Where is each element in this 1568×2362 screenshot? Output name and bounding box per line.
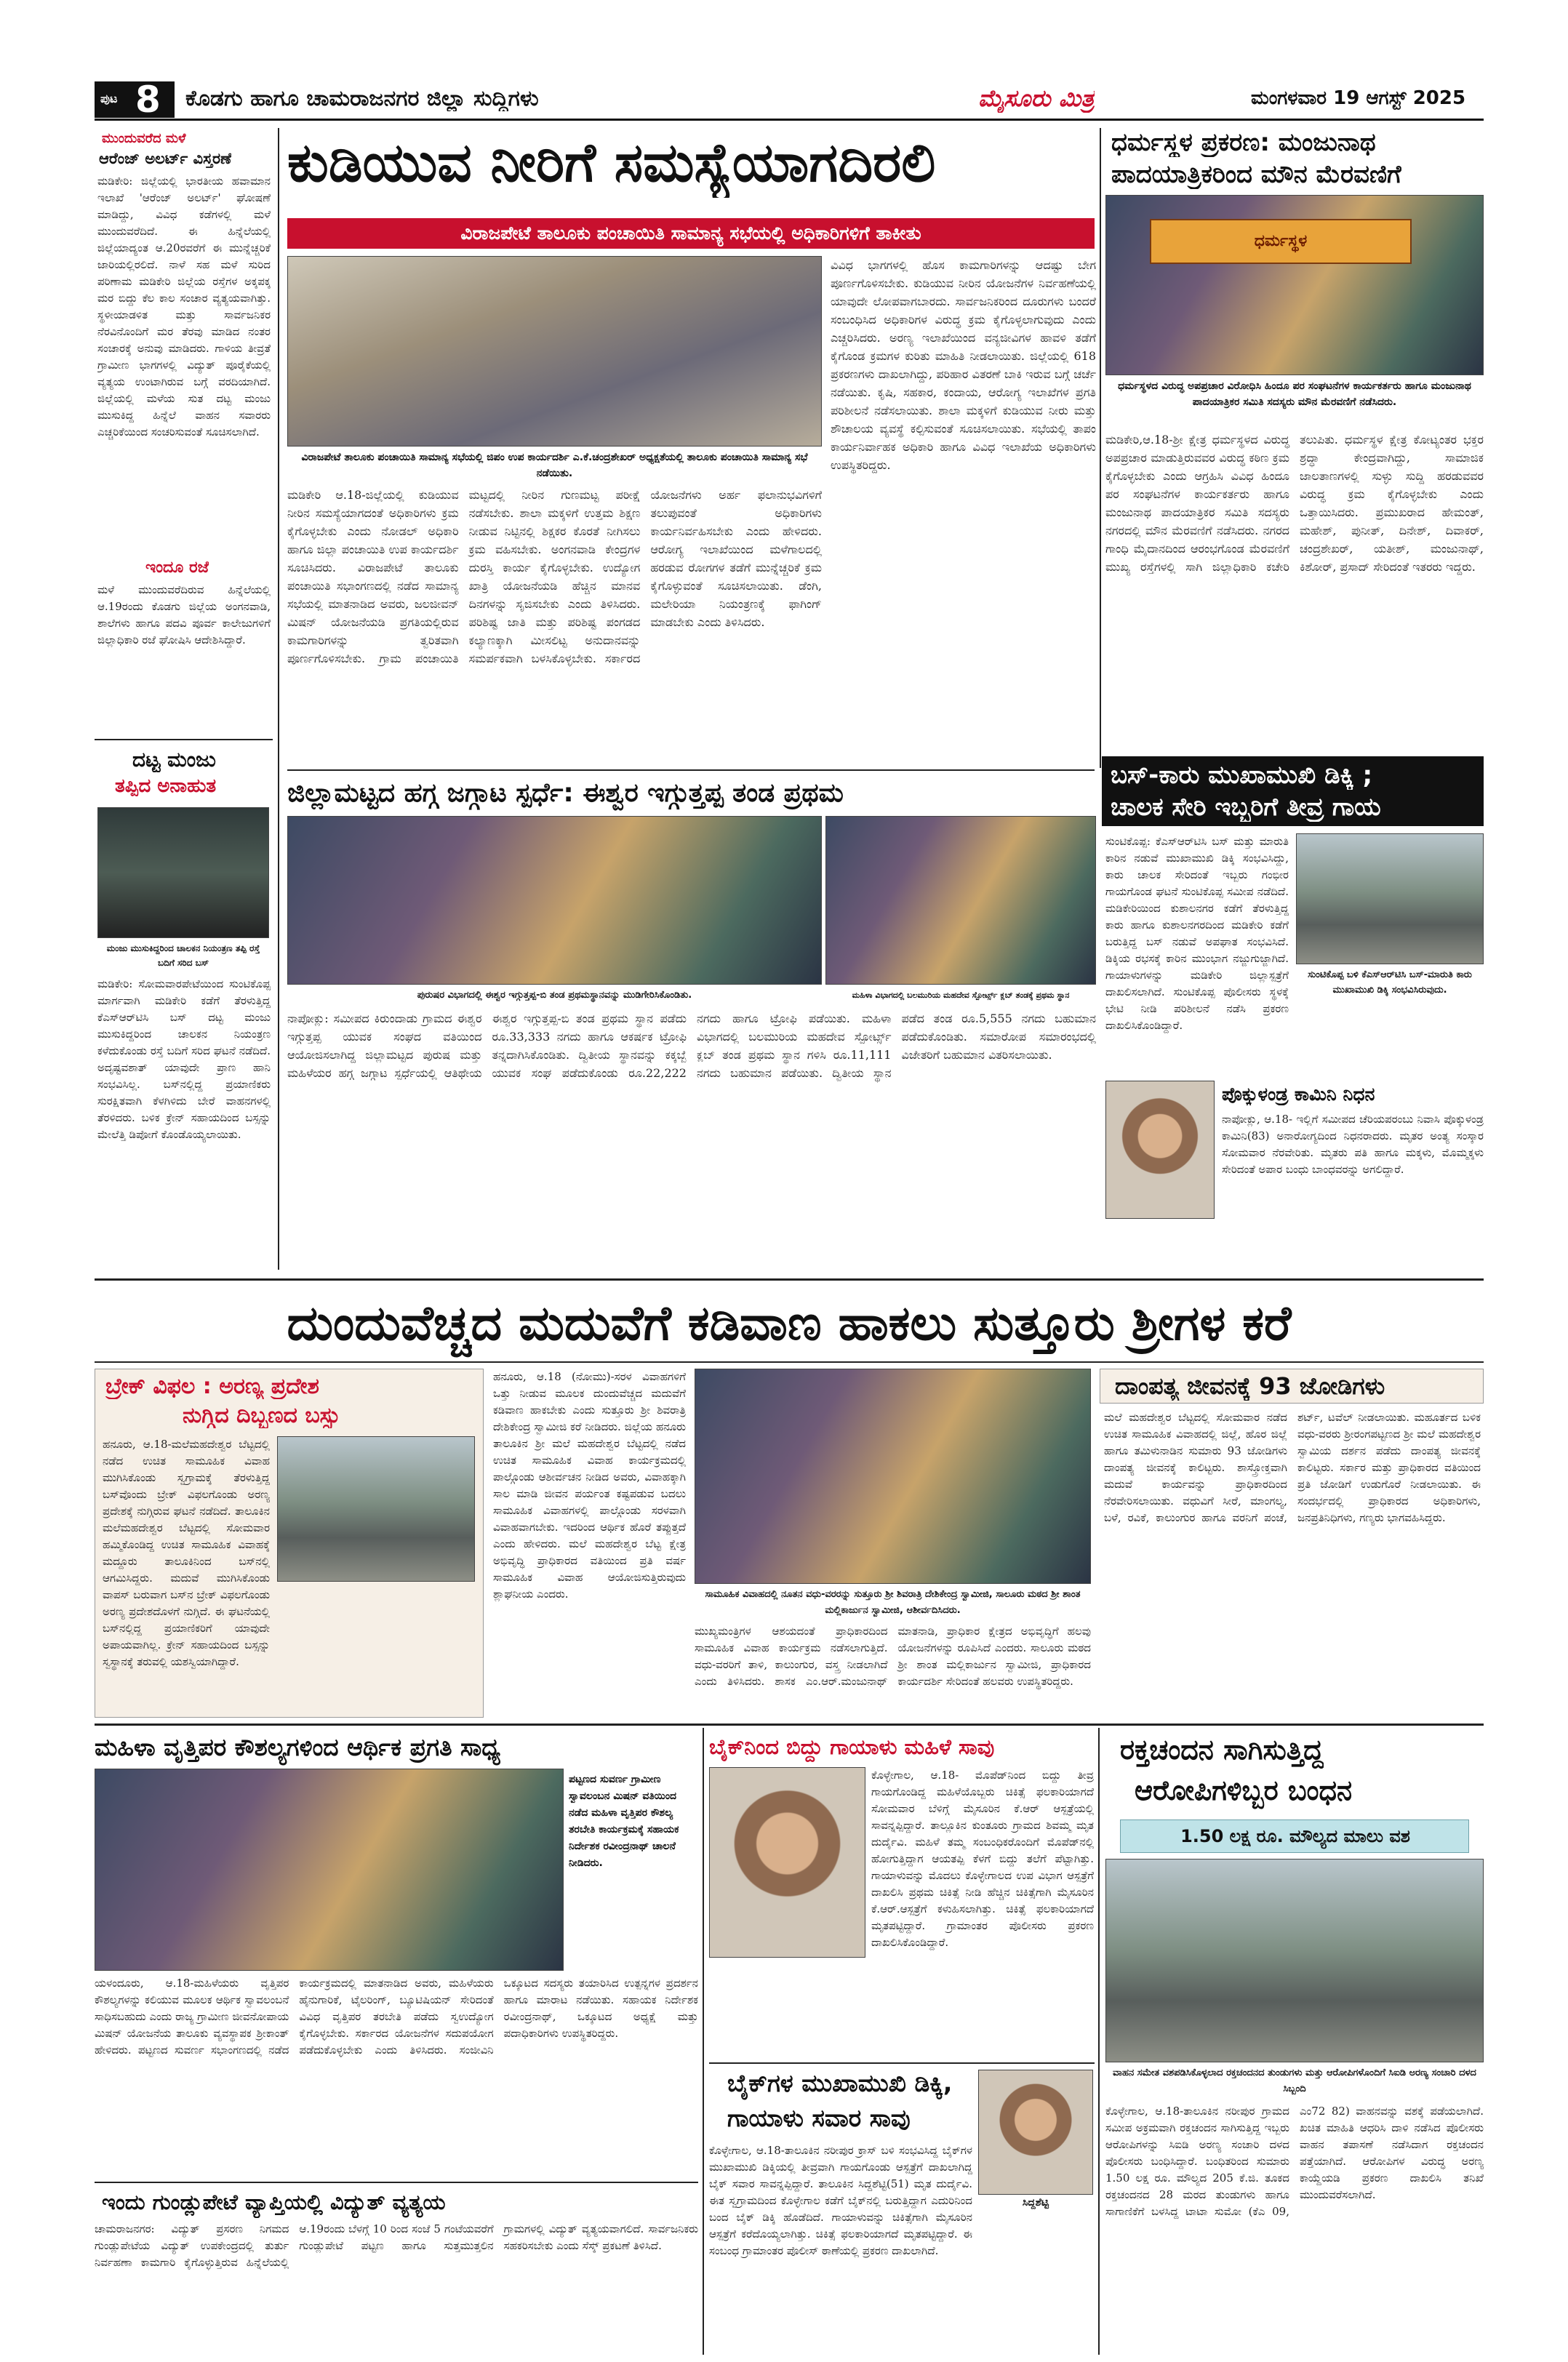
power-cut-headline: ಇಂದು ಗುಂಡ್ಲುಪೇಟೆ ವ್ಯಾಪ್ತಿಯಲ್ಲಿ ವಿದ್ಯುತ್ ವ್ಯತ್ಯಯ — [102, 2190, 446, 2214]
couples-body: ಮಲೆ ಮಹದೇಶ್ವರ ಬೆಟ್ಟದಲ್ಲಿ ಸೋಮವಾರ ನಡೆದ ಉಚಿತ ಸಾಮೂಹಿಕ ವಿವಾಹದಲ್ಲಿ ಜಿಲ್ಲೆ, ಹೊರ ಜಿಲ್ಲೆ ಹಾಗೂ ತಮಿಳುನಾಡಿನ ಸುಮಾರು 93 ಜೋಡಿಗಳು ದಾಂಪತ್ಯ ಜೀವನಕ್ಕೆ ಕಾಲಿಟ್ಟರು. ಶಾಸ್ತ್ರೋಕ್ತವಾಗಿ ಮದುವೆ ಕಾರ್ಯವನ್ನು ಪ್ರಾಧಿಕಾರದಿಂದ ನೆರವೇರಿಸಲಾಯಿತು. ವಧುವಿಗೆ ಸೀರೆ, ಮಾಂಗಲ್ಯ, ಬಳೆ, ರವಿಕೆ, ಕಾಲುಂಗುರ ಹಾಗೂ ವರನಿಗೆ ಪಂಚೆ, ಶರ್ಟ್, ಟವೆಲ್ ನೀಡಲಾಯಿತು. ಮಹೂರ್ತದ ಬಳಿಕ ವಧು-ವರರು ಶ್ರೀರಂಗಪಟ್ಟಣದ ಶ್ರೀ ಮಲೆ ಮಹದೇಶ್ವರ ಸ್ವಾಮಿಯ ದರ್ಶನ ಪಡೆದು ದಾಂಪತ್ಯ ಜೀವನಕ್ಕೆ ಕಾಲಿಟ್ಟರು. ಸರ್ಕಾರ ಮತ್ತು ಪ್ರಾಧಿಕಾರದ ವತಿಯಿಂದ ಪ್ರತಿ ಜೋಡಿಗೆ ಉಡುಗೊರೆ ನೀಡಲಾಯಿತು. ಈ ಸಂದರ್ಭದಲ್ಲಿ ಪ್ರಾಧಿಕಾರದ ಅಧಿಕಾರಿಗಳು, ಜನಪ್ರತಿನಿಧಿಗಳು, ಗಣ್ಯರು ಭಾಗವಹಿಸಿದ್ದರು. — [1104, 1411, 1481, 1524]
bike-collision-headline-2: ಗಾಯಾಳು ಸವಾರ ಸಾವು — [727, 2104, 911, 2132]
left-column-rule — [278, 128, 279, 1270]
issue-date: ಮಂಗಳವಾರ 19 ಆಗಸ್ಟ್ 2025 — [1251, 87, 1466, 109]
red-sandal-photo — [1105, 1859, 1484, 2062]
lead-body-bottom: ಮಡಿಕೇರಿ ಆ.18-ಜಿಲ್ಲೆಯಲ್ಲಿ ಕುಡಿಯುವ ನೀರಿನ ಸಮಸ್ಯೆಯಾಗದಂತೆ ಅಧಿಕಾರಿಗಳು ಕ್ರಮ ಕೈಗೊಳ್ಳಬೇಕು ಎಂದು ನೋಡಲ್ ಅಧಿಕಾರಿ ಹಾಗೂ ಜಿಲ್ಲಾ ಪಂಚಾಯಿತಿ ಉಪ ಕಾರ್ಯದರ್ಶಿ ಸೂಚಿಸಿದರು. ವಿರಾಜಪೇಟೆ ತಾಲೂಕು ಪಂಚಾಯಿತಿ ಸಭಾಂಗಣದಲ್ಲಿ ನಡೆದ ಸಾಮಾನ್ಯ ಸಭೆಯಲ್ಲಿ ಮಾತನಾಡಿದ ಅವರು, ಜಲಜೀವನ್ ಮಿಷನ್ ಯೋಜನೆಯಡಿ ಪ್ರಗತಿಯಲ್ಲಿರುವ ಕಾಮಗಾರಿಗಳನ್ನು ತ್ವರಿತವಾಗಿ ಪೂರ್ಣಗೊಳಿಸಬೇಕು. ಗ್ರಾಮ ಪಂಚಾಯಿತಿ ಮಟ್ಟದಲ್ಲಿ ನೀರಿನ ಗುಣಮಟ್ಟ ಪರೀಕ್ಷೆ ನಡೆಸಬೇಕು. ಶಾಲಾ ಮಕ್ಕಳಿಗೆ ಉತ್ತಮ ಶಿಕ್ಷಣ ನೀಡುವ ನಿಟ್ಟಿನಲ್ಲಿ ಶಿಕ್ಷಕರ ಕೊರತೆ ನೀಗಿಸಲು ಕ್ರಮ ವಹಿಸಬೇಕು. ಅಂಗನವಾಡಿ ಕೇಂದ್ರಗಳ ದುರಸ್ತಿ ಕಾರ್ಯ ಕೈಗೊಳ್ಳಬೇಕು. ಉದ್ಯೋಗ ಖಾತ್ರಿ ಯೋಜನೆಯಡಿ ಹೆಚ್ಚಿನ ಮಾನವ ದಿನಗಳನ್ನು ಸೃಜಿಸಬೇಕು ಎಂದು ತಿಳಿಸಿದರು. ಪರಿಶಿಷ್ಟ ಜಾತಿ ಮತ್ತು ಪರಿಶಿಷ್ಟ ಪಂಗಡದ ಕಲ್ಯಾಣಕ್ಕಾಗಿ ಮೀಸಲಿಟ್ಟ ಅನುದಾನವನ್ನು ಸಮರ್ಪಕವಾಗಿ ಬಳಸಿಕೊಳ್ಳಬೇಕು. ಸರ್ಕಾರದ ಯೋಜನೆಗಳು ಅರ್ಹ ಫಲಾನುಭವಿಗಳಿಗೆ ತಲುಪುವಂತೆ ಅಧಿಕಾರಿಗಳು ಕಾರ್ಯನಿರ್ವಹಿಸಬೇಕು ಎಂದು ಹೇಳಿದರು. ಆರೋಗ್ಯ ಇಲಾಖೆಯಿಂದ ಮಳೆಗಾಲದಲ್ಲಿ ಹರಡುವ ರೋಗಗಳ ತಡೆಗೆ ಮುನ್ನೆಚ್ಚರಿಕೆ ಕ್ರಮ ಕೈಗೊಳ್ಳುವಂತೆ ಸೂಚಿಸಲಾಯಿತು. ಡೆಂಗಿ, ಮಲೇರಿಯಾ ನಿಯಂತ್ರಣಕ್ಕೆ ಫಾಗಿಂಗ್ ಮಾಡಬೇಕು ಎಂದು ತಿಳಿಸಿದರು. — [287, 488, 822, 665]
couples-headline: ದಾಂಪತ್ಯ ಜೀವನಕ್ಕೆ 93 ಜೋಡಿಗಳು — [1115, 1372, 1385, 1400]
bike-fall-body-cont — [709, 1962, 1095, 2058]
wedding-body-right: ಮುಖ್ಯಮಂತ್ರಿಗಳ ಆಶಯದಂತೆ ಪ್ರಾಧಿಕಾರದಿಂದ ಸಾಮೂಹಿಕ ವಿವಾಹ ಕಾರ್ಯಕ್ರಮ ನಡೆಸಲಾಗುತ್ತಿದೆ. ವಧು-ವರರಿಗೆ ತಾಳಿ, ಕಾಲುಂಗುರ, ವಸ್ತ್ರ ನೀಡಲಾಗಿದೆ ಎಂದು ತಿಳಿಸಿದರು. ಶಾಸಕ ಎಂ.ಆರ್.ಮಂಜುನಾಥ್ ಮಾತನಾಡಿ, ಪ್ರಾಧಿಕಾರ ಕ್ಷೇತ್ರದ ಅಭಿವೃದ್ಧಿಗೆ ಹಲವು ಯೋಜನೆಗಳನ್ನು ರೂಪಿಸಿದೆ ಎಂದರು. ಸಾಲೂರು ಮಠದ ಶ್ರೀ ಶಾಂತ ಮಲ್ಲಿಕಾರ್ಜುನ ಸ್ವಾಮೀಜಿ, ಪ್ರಾಧಿಕಾರದ ಕಾರ್ಯದರ್ಶಿ ಸೇರಿದಂತೆ ಹಲವರು ಉಪಸ್ಥಿತರಿದ್ದರು. — [695, 1625, 1091, 1688]
lead-body-right: ವಿವಿಧ ಭಾಗಗಳಲ್ಲಿ ಹೊಸ ಕಾಮಗಾರಿಗಳನ್ನು ಆದಷ್ಟು ಬೇಗ ಪೂರ್ಣಗೊಳಿಸಬೇಕು. ಕುಡಿಯುವ ನೀರಿನ ಯೋಜನೆಗಳ ನಿರ್ವಹಣೆಯಲ್ಲಿ ಯಾವುದೇ ಲೋಪವಾಗಬಾರದು. ಸಾರ್ವಜನಿಕರಿಂದ ದೂರುಗಳು ಬಂದರೆ ಸಂಬಂಧಿಸಿದ ಅಧಿಕಾರಿಗಳ ವಿರುದ್ಧ ಕ್ರಮ ಕೈಗೊಳ್ಳಲಾಗುವುದು ಎಂದು ಎಚ್ಚರಿಸಿದರು. ಅರಣ್ಯ ಇಲಾಖೆಯಿಂದ ವನ್ಯಜೀವಿಗಳ ಹಾವಳಿ ತಡೆಗೆ ಕೈಗೊಂಡ ಕ್ರಮಗಳ ಕುರಿತು ಮಾಹಿತಿ ನೀಡಲಾಯಿತು. ಜಿಲ್ಲೆಯಲ್ಲಿ 618 ಪ್ರಕರಣಗಳು ದಾಖಲಾಗಿದ್ದು, ಪರಿಹಾರ ವಿತರಣೆ ಬಾಕಿ ಇರುವ ಬಗ್ಗೆ ಚರ್ಚೆ ನಡೆಯಿತು. ಕೃಷಿ, ಸಹಕಾರ, ಕಂದಾಯ, ಆರೋಗ್ಯ ಇಲಾಖೆಗಳ ಪ್ರಗತಿ ಪರಿಶೀಲನೆ ನಡೆಸಲಾಯಿತು. ಶಾಲಾ ಮಕ್ಕಳಿಗೆ ಕುಡಿಯುವ ನೀರು ಮತ್ತು ಶೌಚಾಲಯ ವ್ಯವಸ್ಥೆ ಕಲ್ಪಿಸುವಂತೆ ಸೂಚಿಸಲಾಯಿತು. ಸಭೆಯಲ್ಲಿ ತಾಪಂ ಕಾರ್ಯನಿರ್ವಾಹಕ ಅಧಿಕಾರಿ ಹಾಗೂ ವಿವಿಧ ಇಲಾಖೆಯ ಅಧಿಕಾರಿಗಳು ಉಪಸ್ಥಿತರಿದ್ದರು. — [831, 258, 1096, 472]
tug-caption-right: ಮಹಿಳಾ ವಿಭಾಗದಲ್ಲಿ ಬಲಮುರಿಯ ಮಹದೇವ ಸ್ಪೋರ್ಟ್ಸ್ ಕ್ಲಬ್ ತಂಡಕ್ಕೆ ಪ್ರಥಮ ಸ್ಥಾನ — [825, 988, 1096, 1005]
bus-breakdown-headline-2: ನುಗ್ಗಿದ ದಿಬ್ಬಣದ ಬಸ್ಸು — [183, 1403, 341, 1428]
page-label: ಪುಟ — [100, 92, 118, 105]
section-title: ಕೊಡಗು ಹಾಗೂ ಚಾಮರಾಜನಗರ ಜಿಲ್ಲಾ ಸುದ್ದಿಗಳು — [185, 86, 539, 111]
lead-subhead: ವಿರಾಜಪೇಟೆ ತಾಲೂಕು ಪಂಚಾಯಿತಿ ಸಾಮಾನ್ಯ ಸಭೆಯಲ್ಲಿ ಅಧಿಕಾರಿಗಳಿಗೆ ತಾಕೀತು — [287, 218, 1095, 249]
page-number: 8 — [135, 79, 161, 121]
red-sandal-body: ಕೊಳ್ಳೇಗಾಲ, ಆ.18-ತಾಲೂಕಿನ ನರೀಪುರ ಗ್ರಾಮದ ಸಮೀಪ ಅಕ್ರಮವಾಗಿ ರಕ್ತಚಂದನ ಸಾಗಿಸುತ್ತಿದ್ದ ಇಬ್ಬರು ಆರೋಪಿಗಳನ್ನು ಸಿಐಡಿ ಅರಣ್ಯ ಸಂಚಾರಿ ದಳದ ಪೊಲೀಸರು ಬಂಧಿಸಿದ್ದಾರೆ. ಬಂಧಿತರಿಂದ ಸುಮಾರು 1.50 ಲಕ್ಷ ರೂ. ಮೌಲ್ಯದ 205 ಕೆ.ಜಿ. ತೂಕದ ರಕ್ತಚಂದನದ 28 ಮರದ ತುಂಡುಗಳು ಹಾಗೂ ಸಾಗಾಣಿಕೆಗೆ ಬಳಸಿದ್ದ ಟಾಟಾ ಸುಮೋ (ಕೆಎ 09, ಎಂ72 82) ವಾಹನವನ್ನು ವಶಕ್ಕೆ ಪಡೆಯಲಾಗಿದೆ. ಖಚಿತ ಮಾಹಿತಿ ಆಧರಿಸಿ ದಾಳಿ ನಡೆಸಿದ ಪೊಲೀಸರು ವಾಹನ ತಪಾಸಣೆ ನಡೆಸಿದಾಗ ರಕ್ತಚಂದನ ಪತ್ತೆಯಾಗಿದೆ. ಆರೋಪಿಗಳ ವಿರುದ್ಧ ಅರಣ್ಯ ಕಾಯ್ದೆಯಡಿ ಪ್ರಕರಣ ದಾಖಲಿಸಿ ತನಿಖೆ ಮುಂದುವರೆಸಲಾಗಿದೆ. — [1105, 2105, 1484, 2218]
dharmasthala-headline-2: ಪಾದಯಾತ್ರಿಕರಿಂದ ಮೌನ ಮೆರವಣಿಗೆ — [1111, 160, 1401, 189]
lead-headline: ಕುಡಿಯುವ ನೀರಿಗೆ ಸಮಸ್ಯೆಯಾಗದಿರಲಿ — [287, 132, 936, 194]
bus-breakdown-body: ಹನೂರು, ಆ.18-ಮಲೆಮಹದೇಶ್ವರ ಬೆಟ್ಟದಲ್ಲಿ ನಡೆದ ಉಚಿತ ಸಾಮೂಹಿಕ ವಿವಾಹ ಮುಗಿಸಿಕೊಂಡು ಸ್ವಗ್ರಾಮಕ್ಕೆ ತೆರಳುತ್ತಿದ್ದ ಬಸ್‌ವೊಂದು ಬ್ರೇಕ್ ವಿಫಲಗೊಂಡು ಅರಣ್ಯ ಪ್ರದೇಶಕ್ಕೆ ನುಗ್ಗಿರುವ ಘಟನೆ ನಡೆದಿದೆ. ತಾಲೂಕಿನ ಮಲೆಮಹದೇಶ್ವರ ಬೆಟ್ಟದಲ್ಲಿ ಸೋಮವಾರ ಹಮ್ಮಿಕೊಂಡಿದ್ದ ಉಚಿತ ಸಾಮೂಹಿಕ ವಿವಾಹಕ್ಕೆ ಮದ್ದೂರು ತಾಲೂಕಿನಿಂದ ಬಸ್‌ನಲ್ಲಿ ಆಗಮಿಸಿದ್ದರು. ಮದುವೆ ಮುಗಿಸಿಕೊಂಡು ವಾಪಸ್ ಬರುವಾಗ ಬಸ್‌ನ ಬ್ರೇಕ್ ವಿಫಲಗೊಂಡು ಅರಣ್ಯ ಪ್ರದೇಶದೊಳಗೆ ನುಗ್ಗಿದೆ. ಈ ಘಟನೆಯಲ್ಲಿ ಬಸ್‌ನಲ್ಲಿದ್ದ ಪ್ರಯಾಣಿಕರಿಗೆ ಯಾವುದೇ ಅಪಾಯವಾಗಿಲ್ಲ. ಕ್ರೇನ್ ಸಹಾಯದಿಂದ ಬಸ್ಸನ್ನು ಸ್ವಸ್ಥಾನಕ್ಕೆ ತರುವಲ್ಲಿ ಯಶಸ್ವಿಯಾಗಿದ್ದಾರೆ. — [103, 1438, 270, 1668]
bike-collision-body-cont — [978, 2217, 1095, 2353]
red-sandal-headline-1: ರಕ್ತಚಂದನ ಸಾಗಿಸುತ್ತಿದ್ದ — [1120, 1734, 1324, 1766]
bike-collision-headline-1: ಬೈಕ್‌ಗಳ ಮುಖಾಮುಖಿ ಡಿಕ್ಕಿ, — [727, 2069, 953, 2097]
bus-breakdown-box — [95, 1369, 484, 1718]
wedding-caption: ಸಾಮೂಹಿಕ ವಿವಾಹದಲ್ಲಿ ನೂತನ ವಧು-ವರರನ್ನು ಸುತ್ತೂರು ಶ್ರೀ ಶಿವರಾತ್ರಿ ದೇಶಿಕೇಂದ್ರ ಸ್ವಾಮೀಜಿ, ಸಾಲೂರು ಮಠದ ಶ್ರೀ ಶಾಂತ ಮಲ್ಲಿಕಾರ್ಜುನ ಸ್ವಾಮೀಜಿ, ಆಶೀರ್ವದಿಸಿದರು. — [695, 1587, 1091, 1619]
women-skills-side-caption: ಪಟ್ಟಣದ ಸುವರ್ಣ ಗ್ರಾಮೀಣ ಸ್ವಾವಲಂಬನ ಮಿಷನ್ ವತಿಯಿಂದ ನಡೆದ ಮಹಿಳಾ ವೃತ್ತಿಪರ ಕೌಶಲ್ಯ ತರಬೇತಿ ಕಾರ್ಯಕ್ರಮಕ್ಕೆ ಸಹಾಯಕ ನಿರ್ದೇಶಕ ರವೀಂದ್ರನಾಥ್ ಚಾಲನೆ ನೀಡಿದರು. — [569, 1772, 698, 1971]
bike-right-rule — [1098, 1728, 1100, 2355]
paper-name: ಮೈಸೂರು ಮಿತ್ರ — [978, 84, 1095, 112]
rain-headline: ಆರೆಂಜ್ ಅಲರ್ಟ್ ವಿಸ್ತರಣೆ — [99, 150, 232, 167]
bike-fall-headline: ಬೈಕ್‌ನಿಂದ ಬಿದ್ದು ಗಾಯಾಳು ಮಹಿಳೆ ಸಾವು — [709, 1734, 995, 1759]
bike-collision-body: ಕೊಳ್ಳೇಗಾಲ, ಆ.18-ತಾಲೂಕಿನ ನರೀಪುರ ಕ್ರಾಸ್ ಬಳಿ ಸಂಭವಿಸಿದ್ದ ಬೈಕ್‌ಗಳ ಮುಖಾಮುಖಿ ಡಿಕ್ಕಿಯಲ್ಲಿ ತೀವ್ರವಾಗಿ ಗಾಯಗೊಂಡು ಆಸ್ಪತ್ರೆಗೆ ದಾಖಲಾಗಿದ್ದ ಬೈಕ್ ಸವಾರ ಸಾವನ್ನಪ್ಪಿದ್ದಾರೆ. ತಾಲೂಕಿನ ಸಿದ್ದಶೆಟ್ಟಿ(51) ಮೃತ ದುರ್ದೈವಿ. ಈತ ಸ್ವಗ್ರಾಮದಿಂದ ಕೊಳ್ಳೇಗಾಲ ಕಡೆಗೆ ಬೈಕ್‌ನಲ್ಲಿ ಬರುತ್ತಿದ್ದಾಗ ಎದುರಿನಿಂದ ಬಂದ ಬೈಕ್ ಡಿಕ್ಕಿ ಹೊಡೆದಿದೆ. ಗಾಯಾಳುವನ್ನು ಚಿಕಿತ್ಸೆಗಾಗಿ ಮೈಸೂರಿನ ಆಸ್ಪತ್ರೆಗೆ ಕರೆದೊಯ್ಯಲಾಗಿತ್ತು. ಚಿಕಿತ್ಸೆ ಫಲಕಾರಿಯಾಗದೆ ಮೃತಪಟ್ಟಿದ್ದಾರೆ. ಈ ಸಂಬಂಧ ಗ್ರಾಮಾಂತರ ಪೊಲೀಸ್ ಠಾಣೆಯಲ್ಲಿ ಪ್ರಕರಣ ದಾಖಲಾಗಿದೆ. — [709, 2144, 972, 2257]
tug-men-photo — [287, 816, 822, 985]
bike-collision-photo-label: ಸಿದ್ದಶೆಟ್ಟಿ — [978, 2196, 1093, 2212]
dharmasthala-caption: ಧರ್ಮಸ್ಥಳದ ವಿರುದ್ಧ ಅಪಪ್ರಚಾರ ವಿರೋಧಿಸಿ ಹಿಂದೂ ಪರ ಸಂಘಟನೆಗಳ ಕಾರ್ಯಕರ್ತರು ಹಾಗೂ ಮಂಜುನಾಥ ಪಾದಯಾತ್ರಿಕರ ಸಮಿತಿ ಸದಸ್ಯರು ಮೌನ ಮೆರವಣಿಗೆ ನಡೆಸಿದರು. — [1105, 378, 1484, 426]
obituary-headline: ಪೊಕ್ಕುಳಂಡ್ರ ಕಾಮಿನಿ ನಿಧನ — [1222, 1084, 1375, 1105]
procession-photo — [1105, 195, 1484, 375]
bus-accident-photo — [1296, 833, 1484, 964]
obituary-body: ನಾಪೋಕ್ಲು, ಆ.18- ಇಲ್ಲಿಗೆ ಸಮೀಪದ ಚೆರಿಯಪರಂಬು ನಿವಾಸಿ ಪೊಕ್ಕುಳಂಡ್ರ ಕಾಮಿನಿ(83) ಅನಾರೋಗ್ಯದಿಂದ ನಿಧನರಾದರು. ಮೃತರ ಅಂತ್ಯ ಸಂಸ್ಕಾರ ಸೋಮವಾರ ನೆರವೇರಿತು. ಮೃತರು ಪತಿ ಹಾಗೂ ಮಕ್ಕಳು, ಮೊಮ್ಮಕ್ಕಳು ಸೇರಿದಂತೆ ಅಪಾರ ಬಂಧು ಬಾಂಧವರನ್ನು ಅಗಲಿದ್ದಾರೆ. — [1222, 1113, 1484, 1176]
fog-headline-1: ದಟ್ಟ ಮಂಜು — [132, 748, 216, 772]
lead-caption: ವಿರಾಜಪೇಟೆ ತಾಲೂಕು ಪಂಚಾಯಿತಿ ಸಾಮಾನ್ಯ ಸಭೆಯಲ್ಲಿ ಜಿಪಂ ಉಪ ಕಾರ್ಯದರ್ಶಿ ಎ.ಕೆ.ಚಂದ್ರಶೇಖರ್ ಅಧ್ಯಕ್ಷತೆಯಲ್ಲಿ ತಾಲೂಕು ಪಂಚಾಯಿತಿ ಸಾಮಾನ್ಯ ಸಭೆ ನಡೆಯಿತು. — [287, 449, 822, 481]
women-skills-photo — [95, 1769, 564, 1971]
bus-breakdown-body-cont — [277, 1588, 475, 1711]
wedding-body-left: ಹನೂರು, ಆ.18 (ನೋಮು)-ಸರಳ ವಿವಾಹಗಳಿಗೆ ಒತ್ತು ನೀಡುವ ಮೂಲಕ ದುಂದುವೆಚ್ಚದ ಮದುವೆಗೆ ಕಡಿವಾಣ ಹಾಕಬೇಕು ಎಂದು ಸುತ್ತೂರು ಶ್ರೀ ಶಿವರಾತ್ರಿ ದೇಶಿಕೇಂದ್ರ ಸ್ವಾಮೀಜಿ ಕರೆ ನೀಡಿದರು. ಜಿಲ್ಲೆಯ ಹನೂರು ತಾಲೂಕಿನ ಶ್ರೀ ಮಲೆ ಮಹದೇಶ್ವರ ಬೆಟ್ಟದಲ್ಲಿ ನಡೆದ ಉಚಿತ ಸಾಮೂಹಿಕ ವಿವಾಹ ಕಾರ್ಯಕ್ರಮದಲ್ಲಿ ಪಾಲ್ಗೊಂಡು ಆಶೀರ್ವಚನ ನೀಡಿದ ಅವರು, ವಿವಾಹಕ್ಕಾಗಿ ಸಾಲ ಮಾಡಿ ಜೀವನ ಪರ್ಯಂತ ಕಷ್ಟಪಡುವ ಬದಲು ಸಾಮೂಹಿಕ ವಿವಾಹಗಳಲ್ಲಿ ಪಾಲ್ಗೊಂಡು ಸರಳವಾಗಿ ವಿವಾಹವಾಗಬೇಕು. ಇದರಿಂದ ಆರ್ಥಿಕ ಹೊರೆ ತಪ್ಪುತ್ತದೆ ಎಂದು ಹೇಳಿದರು. ಮಲೆ ಮಹದೇಶ್ವರ ಬೆಟ್ಟ ಕ್ಷೇತ್ರ ಅಭಿವೃದ್ಧಿ ಪ್ರಾಧಿಕಾರದ ವತಿಯಿಂದ ಪ್ರತಿ ವರ್ಷ ಸಾಮೂಹಿಕ ವಿವಾಹ ಆಯೋಜಿಸುತ್ತಿರುವುದು ಶ್ಲಾಘನೀಯ ಎಂದರು. — [493, 1370, 686, 1601]
tug-headline: ಜಿಲ್ಲಾಮಟ್ಟದ ಹಗ್ಗ ಜಗ್ಗಾಟ ಸ್ಪರ್ಧೆ: ಈಶ್ವರ ಇಗ್ಗುತ್ತಪ್ಪ ತಂಡ ಪ್ರಥಮ — [287, 778, 844, 808]
lead-right-rule — [1100, 128, 1101, 768]
power-cut-rule — [95, 2182, 698, 2183]
tug-body: ನಾಪೋಕ್ಲು: ಸಮೀಪದ ಕಿರುಂದಾಡು ಗ್ರಾಮದ ಈಶ್ವರ ಇಗ್ಗುತ್ತಪ್ಪ ಯುವಕ ಸಂಘದ ವತಿಯಿಂದ ಆಯೋಜಿಸಲಾಗಿದ್ದ ಜಿಲ್ಲಾಮಟ್ಟದ ಪುರುಷ ಮತ್ತು ಮಹಿಳೆಯರ ಹಗ್ಗ ಜಗ್ಗಾಟ ಸ್ಪರ್ಧೆಯಲ್ಲಿ ಆತಿಥೇಯ ಈಶ್ವರ ಇಗ್ಗುತ್ತಪ್ಪ-ಬಿ ತಂಡ ಪ್ರಥಮ ಸ್ಥಾನ ಪಡೆದು ರೂ.33,333 ನಗದು ಹಾಗೂ ಆಕರ್ಷಕ ಟ್ರೋಫಿ ತನ್ನದಾಗಿಸಿಕೊಂಡಿತು. ದ್ವಿತೀಯ ಸ್ಥಾನವನ್ನು ಕಕ್ಕಬ್ಬೆ ಯುವಕ ಸಂಘ ಪಡೆದುಕೊಂಡು ರೂ.22,222 ನಗದು ಹಾಗೂ ಟ್ರೋಫಿ ಪಡೆಯಿತು. ಮಹಿಳಾ ವಿಭಾಗದಲ್ಲಿ ಬಲಮುರಿಯ ಮಹದೇವ ಸ್ಪೋರ್ಟ್ಸ್ ಕ್ಲಬ್ ತಂಡ ಪ್ರಥಮ ಸ್ಥಾನ ಗಳಿಸಿ ರೂ.11,111 ನಗದು ಬಹುಮಾನ ಪಡೆಯಿತು. ದ್ವಿತೀಯ ಸ್ಥಾನ ಪಡೆದ ತಂಡ ರೂ.5,555 ನಗದು ಬಹುಮಾನ ಪಡೆದುಕೊಂಡಿತು. ಸಮಾರೋಪ ಸಮಾರಂಭದಲ್ಲಿ ವಿಜೇತರಿಗೆ ಬಹುಮಾನ ವಿತರಿಸಲಾಯಿತು. — [287, 1012, 1096, 1080]
wedding-headline: ದುಂದುವೆಚ್ಚದ ಮದುವೆಗೆ ಕಡಿವಾಣ ಹಾಕಲು ಸುತ್ತೂರು ಶ್ರೀಗಳ ಕರೆ — [287, 1295, 1292, 1351]
fog-caption: ಮಂಜು ಮುಸುಕಿದ್ದರಿಂದ ಚಾಲಕನ ನಿಯಂತ್ರಣ ತಪ್ಪಿ ರಸ್ತೆ ಬದಿಗೆ ಸರಿದ ಬಸ್ — [97, 941, 269, 972]
meeting-photo — [287, 256, 822, 447]
lower-section-rule — [95, 1724, 1484, 1726]
bike-collision-rule — [709, 2062, 1095, 2064]
rain-kicker: ಮುಂದುವರೆದ ಮಳೆ — [102, 131, 186, 146]
bike-collision-photo — [978, 2070, 1093, 2195]
fog-body: ಮಡಿಕೇರಿ: ಸೋಮವಾರಪೇಟೆಯಿಂದ ಸುಂಟಿಕೊಪ್ಪ ಮಾರ್ಗವಾಗಿ ಮಡಿಕೇರಿ ಕಡೆಗೆ ತೆರಳುತ್ತಿದ್ದ ಕೆಎಸ್ಆರ್‌ಟಿಸಿ ಬಸ್ ದಟ್ಟ ಮಂಜು ಮುಸುಕಿದ್ದರಿಂದ ಚಾಲಕನ ನಿಯಂತ್ರಣ ಕಳೆದುಕೊಂಡು ರಸ್ತೆ ಬದಿಗೆ ಸರಿದ ಘಟನೆ ನಡೆದಿದೆ. ಅದೃಷ್ಟವಶಾತ್ ಯಾವುದೇ ಪ್ರಾಣ ಹಾನಿ ಸಂಭವಿಸಿಲ್ಲ. ಬಸ್‌ನಲ್ಲಿದ್ದ ಪ್ರಯಾಣಿಕರು ಸುರಕ್ಷಿತವಾಗಿ ಕೆಳಗಿಳಿದು ಬೇರೆ ವಾಹನಗಳಲ್ಲಿ ತೆರಳಿದರು. ಬಳಿಕ ಕ್ರೇನ್ ಸಹಾಯದಿಂದ ಬಸ್ಸನ್ನು ಮೇಲೆತ್ತಿ ಡಿಪೋಗೆ ಕೊಂಡೊಯ್ಯಲಾಯಿತು. — [97, 977, 271, 1141]
red-sandal-headline-2: ಆರೋಪಿಗಳಿಬ್ಬರ ಬಂಧನ — [1135, 1774, 1353, 1806]
red-sandal-subhead: 1.50 ಲಕ್ಷ ರೂ. ಮೌಲ್ಯದ ಮಾಲು ವಶ — [1180, 1826, 1410, 1846]
tug-women-photo — [825, 816, 1096, 985]
holiday-body: ಮಳೆ ಮುಂದುವರೆದಿರುವ ಹಿನ್ನೆಲೆಯಲ್ಲಿ ಆ.19ರಂದು ಕೊಡಗು ಜಿಲ್ಲೆಯ ಅಂಗನವಾಡಿ, ಶಾಲೆಗಳು ಹಾಗೂ ಪದವಿ ಪೂರ್ವ ಕಾಲೇಜುಗಳಿಗೆ ಜಿಲ್ಲಾಧಿಕಾರಿ ರಜೆ ಘೋಷಿಸಿ ಆದೇಶಿಸಿದ್ದಾರೆ. — [97, 583, 271, 646]
bike-fall-photo — [709, 1767, 865, 1958]
obituary-photo — [1105, 1081, 1215, 1219]
bus-accident-headline-2: ಚಾಲಕ ಸೇರಿ ಇಬ್ಬರಿಗೆ ತೀವ್ರ ಗಾಯ — [1111, 793, 1381, 822]
tug-top-rule — [287, 769, 1095, 771]
wedding-photo — [695, 1369, 1091, 1584]
bus-accident-body-cont — [1296, 1018, 1484, 1073]
red-sandal-caption: ವಾಹನ ಸಮೇತ ವಶಪಡಿಸಿಕೊಳ್ಳಲಾದ ರಕ್ತಚಂದನದ ತುಂಡುಗಳು ಮತ್ತು ಆರೋಪಿಗಳೊಂದಿಗೆ ಸಿಐಡಿ ಅರಣ್ಯ ಸಂಚಾರಿ ದಳದ ಸಿಬ್ಬಂದಿ — [1105, 2065, 1484, 2097]
mid-page-rule — [95, 1278, 1484, 1281]
women-right-rule — [703, 1728, 704, 2355]
page-number-box — [95, 79, 175, 121]
bus-accident-body: ಸುಂಟಿಕೊಪ್ಪ: ಕೆಎಸ್ಆರ್‌ಟಿಸಿ ಬಸ್ ಮತ್ತು ಮಾರುತಿ ಕಾರಿನ ನಡುವೆ ಮುಖಾಮುಖಿ ಡಿಕ್ಕಿ ಸಂಭವಿಸಿದ್ದು, ಕಾರು ಚಾಲಕ ಸೇರಿದಂತೆ ಇಬ್ಬರು ಗಂಭೀರ ಗಾಯಗೊಂಡ ಘಟನೆ ಸುಂಟಿಕೊಪ್ಪ ಸಮೀಪ ನಡೆದಿದೆ. ಮಡಿಕೇರಿಯಿಂದ ಕುಶಾಲನಗರ ಕಡೆಗೆ ತೆರಳುತ್ತಿದ್ದ ಕಾರು ಹಾಗೂ ಕುಶಾಲನಗರದಿಂದ ಮಡಿಕೇರಿ ಕಡೆಗೆ ಬರುತ್ತಿದ್ದ ಬಸ್ ನಡುವೆ ಅಪಘಾತ ಸಂಭವಿಸಿದೆ. ಡಿಕ್ಕಿಯ ರಭಸಕ್ಕೆ ಕಾರಿನ ಮುಂಭಾಗ ನಜ್ಜುಗುಜ್ಜಾಗಿದೆ. ಗಾಯಾಳುಗಳನ್ನು ಮಡಿಕೇರಿ ಜಿಲ್ಲಾಸ್ಪತ್ರೆಗೆ ದಾಖಲಿಸಲಾಗಿದೆ. ಸುಂಟಿಕೊಪ್ಪ ಪೊಲೀಸರು ಸ್ಥಳಕ್ಕೆ ಭೇಟಿ ನೀಡಿ ಪರಿಶೀಲನೆ ನಡೆಸಿ ಪ್ರಕರಣ ದಾಖಲಿಸಿಕೊಂಡಿದ್ದಾರೆ. — [1105, 835, 1289, 1032]
wedding-head-rule — [95, 1361, 1484, 1363]
bike-fall-body: ಕೊಳ್ಳೇಗಾಲ, ಆ.18- ಮೊಪೆಡ್‌ನಿಂದ ಬಿದ್ದು ತೀವ್ರ ಗಾಯಗೊಂಡಿದ್ದ ಮಹಿಳೆಯೊಬ್ಬರು ಚಿಕಿತ್ಸೆ ಫಲಕಾರಿಯಾಗದೆ ಸೋಮವಾರ ಬೆಳಿಗ್ಗೆ ಮೈಸೂರಿನ ಕೆ.ಆರ್ ಆಸ್ಪತ್ರೆಯಲ್ಲಿ ಸಾವನ್ನಪ್ಪಿದ್ದಾರೆ. ತಾಲ್ಲೂಕಿನ ಕುಂತೂರು ಗ್ರಾಮದ ಶಿವಮ್ಮ ಮೃತ ದುರ್ದೈವಿ. ಮಹಿಳೆ ತಮ್ಮ ಸಂಬಂಧಿಕರೊಂದಿಗೆ ಮೊಪೆಡ್‌ನಲ್ಲಿ ಹೋಗುತ್ತಿದ್ದಾಗ ಆಯತಪ್ಪಿ ಕೆಳಗೆ ಬಿದ್ದು ತಲೆಗೆ ಪೆಟ್ಟಾಗಿತ್ತು. ಗಾಯಾಳುವನ್ನು ಮೊದಲು ಕೊಳ್ಳೇಗಾಲದ ಉಪ ವಿಭಾಗ ಆಸ್ಪತ್ರೆಗೆ ದಾಖಲಿಸಿ ಪ್ರಥಮ ಚಿಕಿತ್ಸೆ ನೀಡಿ ಹೆಚ್ಚಿನ ಚಿಕಿತ್ಸೆಗಾಗಿ ಮೈಸೂರಿನ ಕೆ.ಆರ್.ಆಸ್ಪತ್ರೆಗೆ ಕಳುಹಿಸಲಾಗಿತ್ತು. ಚಿಕಿತ್ಸೆ ಫಲಕಾರಿಯಾಗದೆ ಮೃತಪಟ್ಟಿದ್ದಾರೆ. ಗ್ರಾಮಾಂತರ ಪೊಲೀಸರು ಪ್ರಕರಣ ದಾಖಲಿಸಿಕೊಂಡಿದ್ದಾರೆ. — [871, 1769, 1094, 1949]
masthead — [95, 81, 1484, 121]
left-column — [95, 128, 273, 1277]
fog-headline-2: ತಪ್ಪಿದ ಅನಾಹುತ — [115, 775, 217, 797]
women-skills-headline: ಮಹಿಳಾ ವೃತ್ತಿಪರ ಕೌಶಲ್ಯಗಳಿಂದ ಆರ್ಥಿಕ ಪ್ರಗತಿ ಸಾಧ್ಯ — [95, 1733, 501, 1761]
holiday-headline: ಇಂದೂ ರಜೆ — [145, 559, 209, 577]
rain-body: ಮಡಿಕೇರಿ: ಜಿಲ್ಲೆಯಲ್ಲಿ ಭಾರತೀಯ ಹವಾಮಾನ ಇಲಾಖೆ 'ಆರೆಂಜ್ ಅಲರ್ಟ್' ಘೋಷಣೆ ಮಾಡಿದ್ದು, ವಿವಿಧ ಕಡೆಗಳಲ್ಲಿ ಮಳೆ ಮುಂದುವರೆದಿದೆ. ಈ ಹಿನ್ನೆಲೆಯಲ್ಲಿ ಜಿಲ್ಲೆಯಾದ್ಯಂತ ಆ.20ರವರೆಗೆ ಈ ಮುನ್ನೆಚ್ಚರಿಕೆ ಜಾರಿಯಲ್ಲಿರಲಿದೆ. ನಾಳೆ ಸಹ ಮಳೆ ಸುರಿದ ಪರಿಣಾಮ ಮಡಿಕೇರಿ ಜಿಲ್ಲೆಯ ರಸ್ತೆಗಳ ಅಕ್ಕಪಕ್ಕ ಮರ ಬಿದ್ದು ಕೆಲ ಕಾಲ ಸಂಚಾರ ವ್ಯತ್ಯಯವಾಗಿತ್ತು. ಸ್ಥಳೀಯಾಡಳಿತ ಮತ್ತು ಸಾರ್ವಜನಿಕರ ನೆರವಿನೊಂದಿಗೆ ಮರ ತೆರವು ಮಾಡಿದ ನಂತರ ಸಂಚಾರಕ್ಕೆ ಅನುವು ಮಾಡಿದರು. ಗಾಳಿಯ ತೀವ್ರತೆ ಗ್ರಾಮೀಣ ಭಾಗಗಳಲ್ಲಿ ವಿದ್ಯುತ್ ಪೂರೈಕೆಯಲ್ಲಿ ವ್ಯತ್ಯಯ ಉಂಟಾಗಿರುವ ಬಗ್ಗೆ ವರದಿಯಾಗಿದೆ. ಜಿಲ್ಲೆಯಲ್ಲಿ ಮಳೆಯ ಸುತ ದಟ್ಟ ಮಂಜು ಮುಸುಕಿದ್ದ ಹಿನ್ನೆಲೆ ವಾಹನ ಸವಾರರು ಎಚ್ಚರಿಕೆಯಿಂದ ಸಂಚರಿಸುವಂತೆ ಸೂಚಿಸಲಾಗಿದೆ. — [97, 175, 271, 439]
women-skills-body: ಯಳಂದೂರು, ಆ.18-ಮಹಿಳೆಯರು ವೃತ್ತಿಪರ ಕೌಶಲ್ಯಗಳನ್ನು ಕಲಿಯುವ ಮೂಲಕ ಆರ್ಥಿಕ ಸ್ವಾವಲಂಬನೆ ಸಾಧಿಸಬಹುದು ಎಂದು ರಾಜ್ಯ ಗ್ರಾಮೀಣ ಜೀವನೋಪಾಯ ಮಿಷನ್ ಯೋಜನೆಯ ತಾಲೂಕು ವ್ಯವಸ್ಥಾಪಕ ಶ್ರೀಕಾಂತ್ ಹೇಳಿದರು. ಪಟ್ಟಣದ ಸುವರ್ಣ ಸಭಾಂಗಣದಲ್ಲಿ ನಡೆದ ಕಾರ್ಯಕ್ರಮದಲ್ಲಿ ಮಾತನಾಡಿದ ಅವರು, ಮಹಿಳೆಯರು ಹೈನುಗಾರಿಕೆ, ಟೈಲರಿಂಗ್, ಬ್ಯೂಟಿಷಿಯನ್ ಸೇರಿದಂತೆ ವಿವಿಧ ವೃತ್ತಿಪರ ತರಬೇತಿ ಪಡೆದು ಸ್ವಉದ್ಯೋಗ ಕೈಗೊಳ್ಳಬೇಕು. ಸರ್ಕಾರದ ಯೋಜನೆಗಳ ಸದುಪಯೋಗ ಪಡೆದುಕೊಳ್ಳಬೇಕು ಎಂದು ತಿಳಿಸಿದರು. ಸಂಜೀವಿನಿ ಒಕ್ಕೂಟದ ಸದಸ್ಯರು ತಯಾರಿಸಿದ ಉತ್ಪನ್ನಗಳ ಪ್ರದರ್ಶನ ಹಾಗೂ ಮಾರಾಟ ನಡೆಯಿತು. ಸಹಾಯಕ ನಿರ್ದೇಶಕ ರವೀಂದ್ರನಾಥ್, ಒಕ್ಕೂಟದ ಅಧ್ಯಕ್ಷೆ ಮತ್ತು ಪದಾಧಿಕಾರಿಗಳು ಉಪಸ್ಥಿತರಿದ್ದರು. — [95, 1977, 698, 2057]
bus-accident-headline-1: ಬಸ್-ಕಾರು ಮುಖಾಮುಖಿ ಡಿಕ್ಕಿ ; — [1111, 761, 1373, 790]
bus-accident-header — [1102, 756, 1484, 826]
tug-caption-left: ಪುರುಷರ ವಿಭಾಗದಲ್ಲಿ ಈಶ್ವರ ಇಗ್ಗುತ್ತಪ್ಪ-ಬಿ ತಂಡ ಪ್ರಥಮಸ್ಥಾನವನ್ನು ಮುಡಿಗೇರಿಸಿಕೊಂಡಿತು. — [287, 988, 822, 1005]
dharmasthala-headline-1: ಧರ್ಮಸ್ಥಳ ಪ್ರಕರಣ: ಮಂಜುನಾಥ — [1111, 128, 1376, 157]
couples-box — [1100, 1369, 1484, 1718]
column-divider — [95, 739, 273, 740]
bus-breakdown-headline-1: ಬ್ರೇಕ್ ವಿಫಲ : ಅರಣ್ಯ ಪ್ರದೇಶ — [105, 1374, 319, 1399]
bus-breakdown-photo — [277, 1436, 475, 1582]
procession-banner: ಧರ್ಮಸ್ಥಳ — [1150, 219, 1412, 264]
red-sandal-subhead-box — [1120, 1819, 1469, 1853]
power-cut-body: ಚಾಮರಾಜನಗರ: ವಿದ್ಯುತ್ ಪ್ರಸರಣ ನಿಗಮದ ಗುಂಡ್ಲುಪೇಟೆಯ ವಿದ್ಯುತ್ ಉಪಕೇಂದ್ರದಲ್ಲಿ ತುರ್ತು ನಿರ್ವಹಣಾ ಕಾಮಗಾರಿ ಕೈಗೊಳ್ಳುತ್ತಿರುವ ಹಿನ್ನೆಲೆಯಲ್ಲಿ ಆ.19ರಂದು ಬೆಳಗ್ಗೆ 10 ರಿಂದ ಸಂಜೆ 5 ಗಂಟೆಯವರೆಗೆ ಗುಂಡ್ಲುಪೇಟೆ ಪಟ್ಟಣ ಹಾಗೂ ಸುತ್ತಮುತ್ತಲಿನ ಗ್ರಾಮಗಳಲ್ಲಿ ವಿದ್ಯುತ್ ವ್ಯತ್ಯಯವಾಗಲಿದೆ. ಸಾರ್ವಜನಿಕರು ಸಹಕರಿಸಬೇಕು ಎಂದು ಸೆಸ್ಕ್ ಪ್ರಕಟಣೆ ತಿಳಿಸಿದೆ. — [95, 2222, 698, 2269]
bus-accident-caption: ಸುಂಟಿಕೊಪ್ಪ ಬಳಿ ಕೆಎಸ್ಆರ್‌ಟಿಸಿ ಬಸ್-ಮಾರುತಿ ಕಾರು ಮುಖಾಮುಖಿ ಡಿಕ್ಕಿ ಸಂಭವಿಸಿರುವುದು. — [1296, 967, 1484, 1015]
fog-bus-photo — [97, 807, 269, 938]
couples-header — [1100, 1369, 1484, 1404]
dharmasthala-body: ಮಡಿಕೇರಿ,ಆ.18-ಶ್ರೀ ಕ್ಷೇತ್ರ ಧರ್ಮಸ್ಥಳದ ವಿರುದ್ಧ ಅಪಪ್ರಚಾರ ಮಾಡುತ್ತಿರುವವರ ವಿರುದ್ಧ ಕಠಿಣ ಕ್ರಮ ಕೈಗೊಳ್ಳಬೇಕು ಎಂದು ಆಗ್ರಹಿಸಿ ವಿವಿಧ ಹಿಂದೂ ಪರ ಸಂಘಟನೆಗಳ ಕಾರ್ಯಕರ್ತರು ಹಾಗೂ ಮಂಜುನಾಥ ಪಾದಯಾತ್ರಿಕರ ಸಮಿತಿ ಸದಸ್ಯರು ನಗರದಲ್ಲಿ ಮೌನ ಮೆರವಣಿಗೆ ನಡೆಸಿದರು. ನಗರದ ಗಾಂಧಿ ಮೈದಾನದಿಂದ ಆರಂಭಗೊಂಡ ಮೆರವಣಿಗೆ ಮುಖ್ಯ ರಸ್ತೆಗಳಲ್ಲಿ ಸಾಗಿ ಜಿಲ್ಲಾಧಿಕಾರಿ ಕಚೇರಿ ತಲುಪಿತು. ಧರ್ಮಸ್ಥಳ ಕ್ಷೇತ್ರ ಕೋಟ್ಯಂತರ ಭಕ್ತರ ಶ್ರದ್ಧಾ ಕೇಂದ್ರವಾಗಿದ್ದು, ಸಾಮಾಜಿಕ ಜಾಲತಾಣಗಳಲ್ಲಿ ಸುಳ್ಳು ಸುದ್ದಿ ಹರಡುವವರ ವಿರುದ್ಧ ಕ್ರಮ ಕೈಗೊಳ್ಳಬೇಕು ಎಂದು ಒತ್ತಾಯಿಸಿದರು. ಪ್ರಮುಖರಾದ ಹೇಮಂತ್, ಮಹೇಶ್, ಪುನೀತ್, ದಿನೇಶ್, ದಿವಾಕರ್, ಚಂದ್ರಶೇಖರ್, ಯತೀಶ್, ಮಂಜುನಾಥ್, ಕಿಶೋರ್, ಪ್ರಸಾದ್ ಸೇರಿದಂತೆ ಇತರರು ಇದ್ದರು. — [1105, 433, 1484, 574]
